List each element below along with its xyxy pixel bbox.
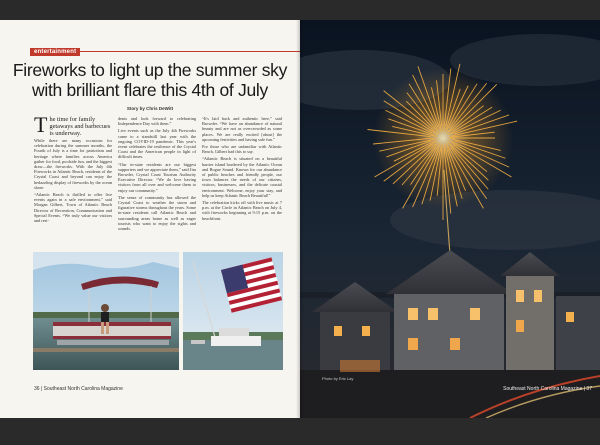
- drop-cap: T: [34, 112, 48, 137]
- left-page: [0, 20, 300, 418]
- paragraph: “Atlantic Beach is situated on a beautiful barrier island bordered by the Atlantic Ocean and Bogue Sound. Known for our abundance of public beaches and friendly people, our town balances the needs of our citizens, visitors, businesses, and the delicate coastal environment. Welcome, enjoy your stay, and help us keep Atlantic Beach Beautiful!”: [202, 156, 282, 198]
- paragraph: “Atlantic Beach is thrilled to offer live events again in a safe environment,” said Morgan Gilbert, Town of Atlantic Beach Director of Recreation, Communication and Special Events. “We truly value our visitors and resi-: [34, 192, 112, 224]
- paragraph: The celebration kicks off with live music at 7 p.m. at the Circle in Atlantic Beach on July 4, with fireworks beginning at 9:15 p.m. on the beachfront.: [202, 200, 282, 221]
- section-tag: [0, 48, 300, 56]
- fireworks-over-houses-photo: [300, 20, 600, 418]
- page-gutter: [296, 20, 304, 418]
- article-column-2: [118, 116, 196, 233]
- american-flag-photo: [183, 252, 283, 370]
- page-folio-left: 36 | Southeast North Carolina Magazine: [34, 386, 123, 392]
- magazine-spread: [0, 20, 600, 418]
- paragraph: dents and look forward to celebrating Independence Day with them.”: [118, 116, 196, 127]
- headline: Fireworks to light up the summer sky with brilliant flare this 4th of July: [12, 60, 288, 100]
- fireworks-photo-page: [300, 20, 600, 418]
- section-label: entertainment: [30, 48, 80, 56]
- page-folio-right: Southeast North Carolina Magazine | 37: [503, 386, 592, 392]
- pontoon-boat-photo: [33, 252, 179, 370]
- paragraph: Live events such as the July 4th Fireworks came to a standstill last year with the ongoing COVID-19 pandemic. This year's event celebrates the resilience of the Crystal Coast and the American people in light of difficult times.: [118, 128, 196, 160]
- article-column-1: [34, 112, 112, 225]
- paragraph: “Our in-state residents are our biggest supporters and we appreciate them,” said Jim Browder, Crystal Coast Tourism Authority Executive Director. “We do love having visitors from all over and welcome them to enjoy our community.”: [118, 161, 196, 193]
- paragraph: The sense of community has allowed the Crystal Coast to weather the storm and figurative storms throughout the years. Some in-state residents call Atlantic Beach and surrounding areas home as well as eager tourists who want to enjoy the sights and sounds.: [118, 194, 196, 232]
- photo-credit: Photo by Eric Lay: [322, 376, 354, 381]
- lede-block: [34, 112, 112, 138]
- article-column-3: [202, 116, 282, 223]
- byline: Story by Chris DeWitt: [126, 106, 174, 111]
- lede-text: he time for family getaways and barbecues is underway.: [49, 116, 111, 138]
- paragraph: While there are many occasions for celebration during the summer months, the Fourth of July is a time for patriotism and heritage where families across America gather for food, poolside fun, and the biggest draw—the fireworks. With the July 4th Fireworks in Atlantic Beach, residents of the Crystal Coast and beyond can enjoy the bedazzling display of fireworks by the ocean shore.: [34, 138, 112, 190]
- paragraph: “It's laid back and authentic here,” said Browder. “We have an abundance of natural beauty and are not as overcrowded as some places. We are really excited [about] the upcoming festivities and having safe fun.”: [202, 116, 282, 142]
- paragraph: For those who are unfamiliar with Atlantic Beach, Gilbert had this to say.: [202, 144, 282, 155]
